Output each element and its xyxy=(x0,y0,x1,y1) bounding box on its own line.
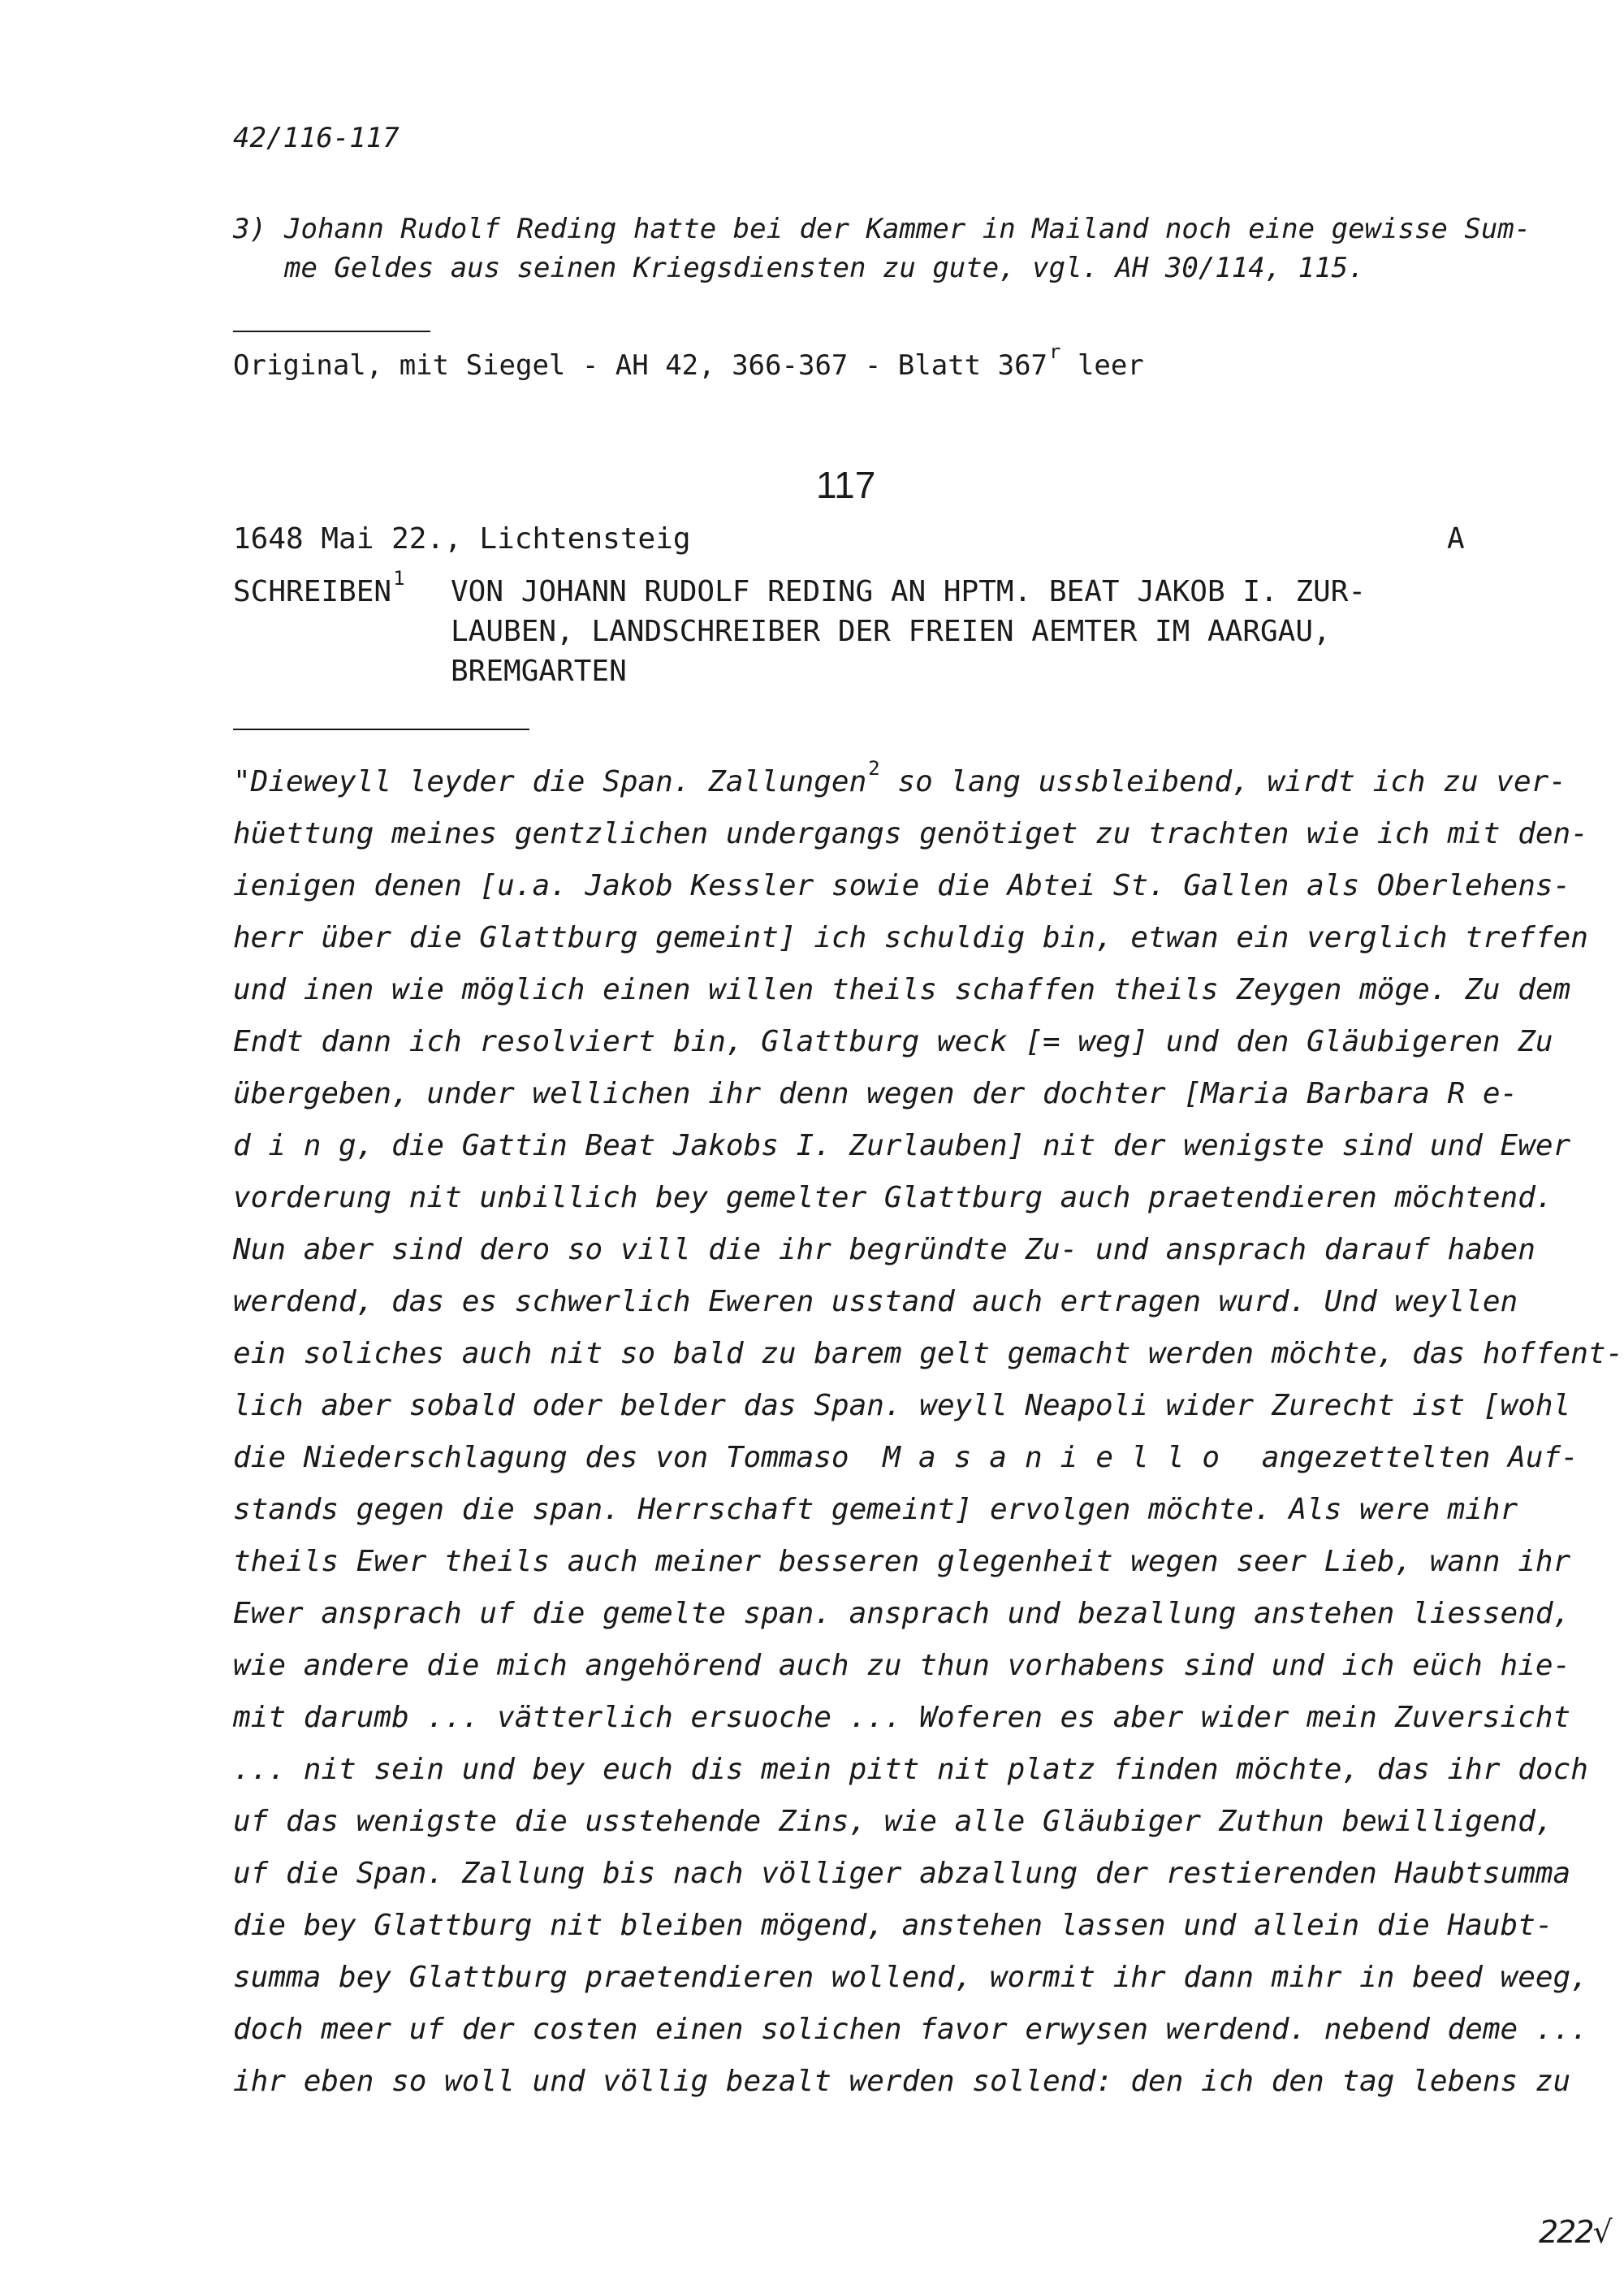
body-line-14-c: angezettelten Auf- xyxy=(1261,1441,1579,1474)
body-line-13: lich aber sobald oder belder das Span. weyll Neapoli wider Zurecht ist [wohl xyxy=(233,1389,1571,1422)
body-line-25: doch meer uf der costen einen solichen favor erwysen werdend. nebend deme ... xyxy=(233,2013,1588,2046)
body-line-1-b: so lang ussbleibend, wirdt ich zu ver- xyxy=(879,765,1566,798)
footnote-line-1: Johann Rudolf Reding hatte bei der Kammer in Mailand noch eine gewisse Sum- xyxy=(284,213,1531,245)
body-line-4: herr über die Glattburg gemeint] ich schuldig bin, etwan ein verglich treffen xyxy=(233,921,1588,954)
spaced-name: Masaniello xyxy=(883,1441,1238,1474)
body-line-1-a: "Dieweyll leyder die Span. Zallungen xyxy=(233,765,867,798)
title-superscript: 1 xyxy=(393,567,405,590)
body-line-16: theils Ewer theils auch meiner besseren glegenheit wegen seer Lieb, wann ihr xyxy=(233,1545,1571,1578)
document-number: 117 xyxy=(816,464,876,506)
body-line-5: und inen wie möglich einen willen theils schaffen theils Zeygen möge. Zu dem xyxy=(233,973,1571,1006)
body-line-20: ... nit sein und bey euch dis mein pitt nit platz finden möchte, das ihr doch xyxy=(233,1753,1588,1786)
source-superscript: r xyxy=(1049,340,1061,363)
body-line-3: ienigen denen [u.a. Jakob Kessler sowie die Abtei St. Gallen als Oberlehens- xyxy=(233,869,1571,902)
body-line-23: die bey Glattburg nit bleiben mögend, anstehen lassen und allein die Haubt- xyxy=(233,1909,1553,1942)
body-line-19: mit darumb ... vätterlich ersuoche ... Woferen es aber wider mein Zuversicht xyxy=(233,1701,1571,1734)
body-line-14-a: die Niederschlagung des von Tommaso xyxy=(233,1441,849,1474)
source-suffix: leer xyxy=(1060,349,1144,382)
body-footnote-ref-2: 2 xyxy=(868,757,880,780)
body-line-10: Nun aber sind dero so vill die ihr begründte Zu- und ansprach darauf haben xyxy=(233,1233,1535,1266)
body-line-12: ein soliches auch nit so bald zu barem gelt gemacht werden möchte, das hoffent- xyxy=(233,1337,1624,1370)
body-line-8: d i n g, die Gattin Beat Jakobs I. Zurlauben] nit der wenigste sind und Ewer xyxy=(233,1129,1571,1162)
body-line-2: hüettung meines gentzlichen undergangs genötiget zu trachten wie ich mit den- xyxy=(233,817,1588,850)
body-line-22: uf die Span. Zallung bis nach völliger abzallung der restierenden Haubtsumma xyxy=(233,1857,1571,1890)
title-line-2: LAUBEN, LANDSCHREIBER DER FREIEN AEMTER IM AARGAU, xyxy=(451,615,1331,648)
body-line-15: stands gegen die span. Herrschaft gemeint] ervolgen möchte. Als were mihr xyxy=(233,1493,1518,1526)
page-reference: 42/116-117 xyxy=(233,122,400,154)
footnote-marker: 3) xyxy=(233,213,266,245)
body-line-9: vorderung nit unbillich bey gemelter Glattburg auch praetendieren möchtend. xyxy=(233,1181,1553,1214)
body-line-17: Ewer ansprach uf die gemelte span. ansprach und bezallung anstehen liessend, xyxy=(233,1597,1571,1630)
body-line-18: wie andere die mich angehörend auch zu thun vorhabens sind und ich eüch hie- xyxy=(233,1649,1571,1682)
body-line-6: Endt dann ich resolviert bin, Glattburg weck [= weg] und den Gläubigeren Zu xyxy=(233,1025,1553,1058)
source-line xyxy=(233,340,1144,382)
handwritten-page-mark: 222√ xyxy=(1539,2214,1611,2250)
title-first-line xyxy=(233,567,405,608)
source-text: Original, mit Siegel - AH 42, 366-367 - Blatt 367 xyxy=(233,349,1048,382)
type-letter: A xyxy=(1447,522,1465,556)
footnote-line-2: me Geldes aus seinen Kriegsdiensten zu gute, vgl. AH 30/114, 115. xyxy=(284,252,1365,284)
body-line-26: ihr eben so woll und völlig bezalt werden sollend: den ich den tag lebens zu xyxy=(233,2065,1571,2098)
body-line-1 xyxy=(233,757,1566,798)
date-place: 1648 Mai 22., Lichtensteig xyxy=(233,522,691,556)
body-line-14 xyxy=(233,1441,1579,1474)
body-line-24: summa bey Glattburg praetendieren wollend, wormit ihr dann mihr in beed weeg, xyxy=(233,1961,1588,1994)
title-line-3: BREMGARTEN xyxy=(451,655,627,688)
title-line-1: VON JOHANN RUDOLF REDING AN HPTM. BEAT JAKOB I. ZUR- xyxy=(451,575,1367,608)
title-separator xyxy=(233,729,529,730)
footnote-separator xyxy=(233,331,430,332)
body-line-11: werdend, das es schwerlich Eweren usstand auch ertragen wurd. Und weyllen xyxy=(233,1285,1518,1318)
body-line-21: uf das wenigste die usstehende Zins, wie alle Gläubiger Zuthun bewilligend, xyxy=(233,1805,1553,1838)
title-word: SCHREIBEN xyxy=(233,575,392,608)
body-line-7: übergeben, under wellichen ihr denn wegen der dochter [Maria Barbara R e- xyxy=(233,1077,1518,1110)
